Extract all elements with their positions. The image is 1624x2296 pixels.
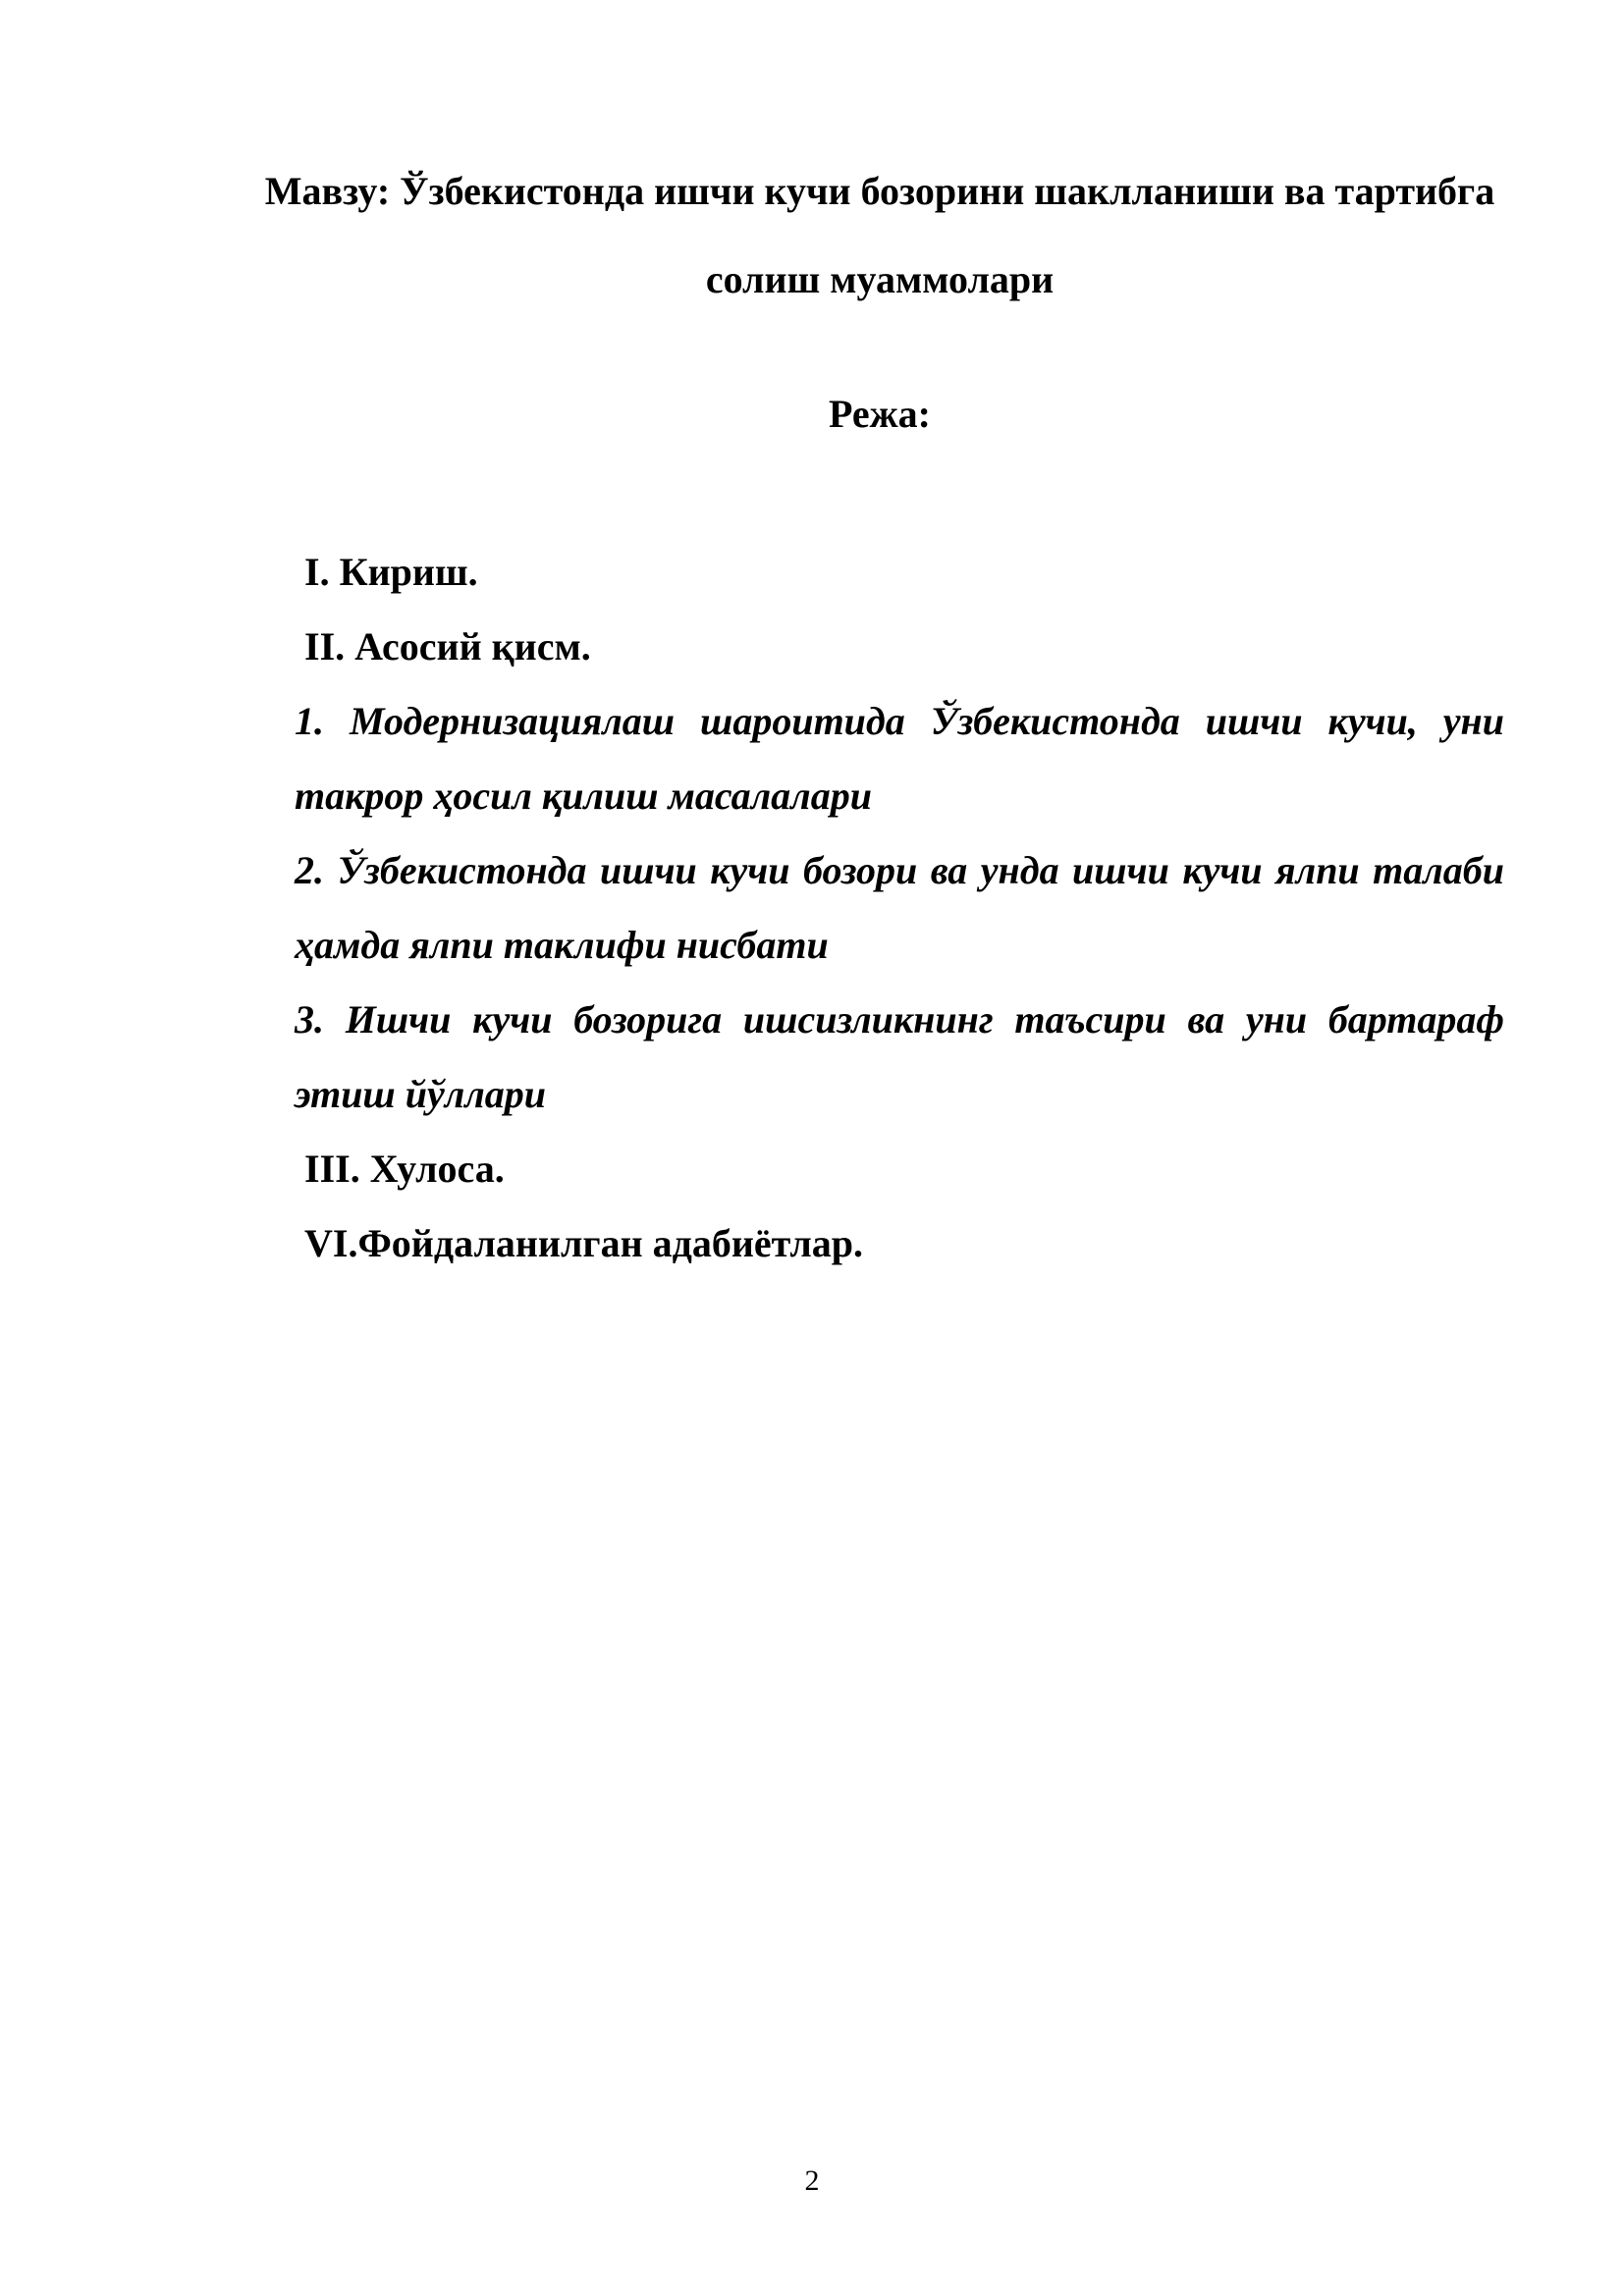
- toc-item-references: VI.Фойдаланилган адабиётлар.: [304, 1221, 864, 1265]
- toc-item-main-part: II. Асосий қисм.: [304, 624, 591, 668]
- document-title: Мавзу: Ўзбекистонда ишчи кучи бозорини шаклланиши ва тартибга солиш муаммолари: [264, 169, 1495, 301]
- toc-item-introduction: I. Кириш.: [304, 550, 478, 594]
- toc-item-section-1: 1. Модернизациялаш шароитида Ўзбекистонда ишчи кучи, уни такрор ҳосил қилиш масалалари: [295, 699, 1504, 818]
- page-number: 2: [804, 2164, 820, 2197]
- table-of-contents: [295, 535, 1504, 1281]
- toc-item-section-2: 2. Ўзбекистонда ишчи кучи бозори ва унда ишчи кучи ялпи талаби ҳамда ялпи таклифи нисбати: [295, 848, 1504, 967]
- toc-item-section-3: 3. Ишчи кучи бозорига ишсизликнинг таъсири ва уни бартараф этиш йўллари: [295, 997, 1504, 1116]
- plan-heading: Режа:: [829, 392, 931, 436]
- toc-item-conclusion: III. Хулоса.: [304, 1147, 505, 1191]
